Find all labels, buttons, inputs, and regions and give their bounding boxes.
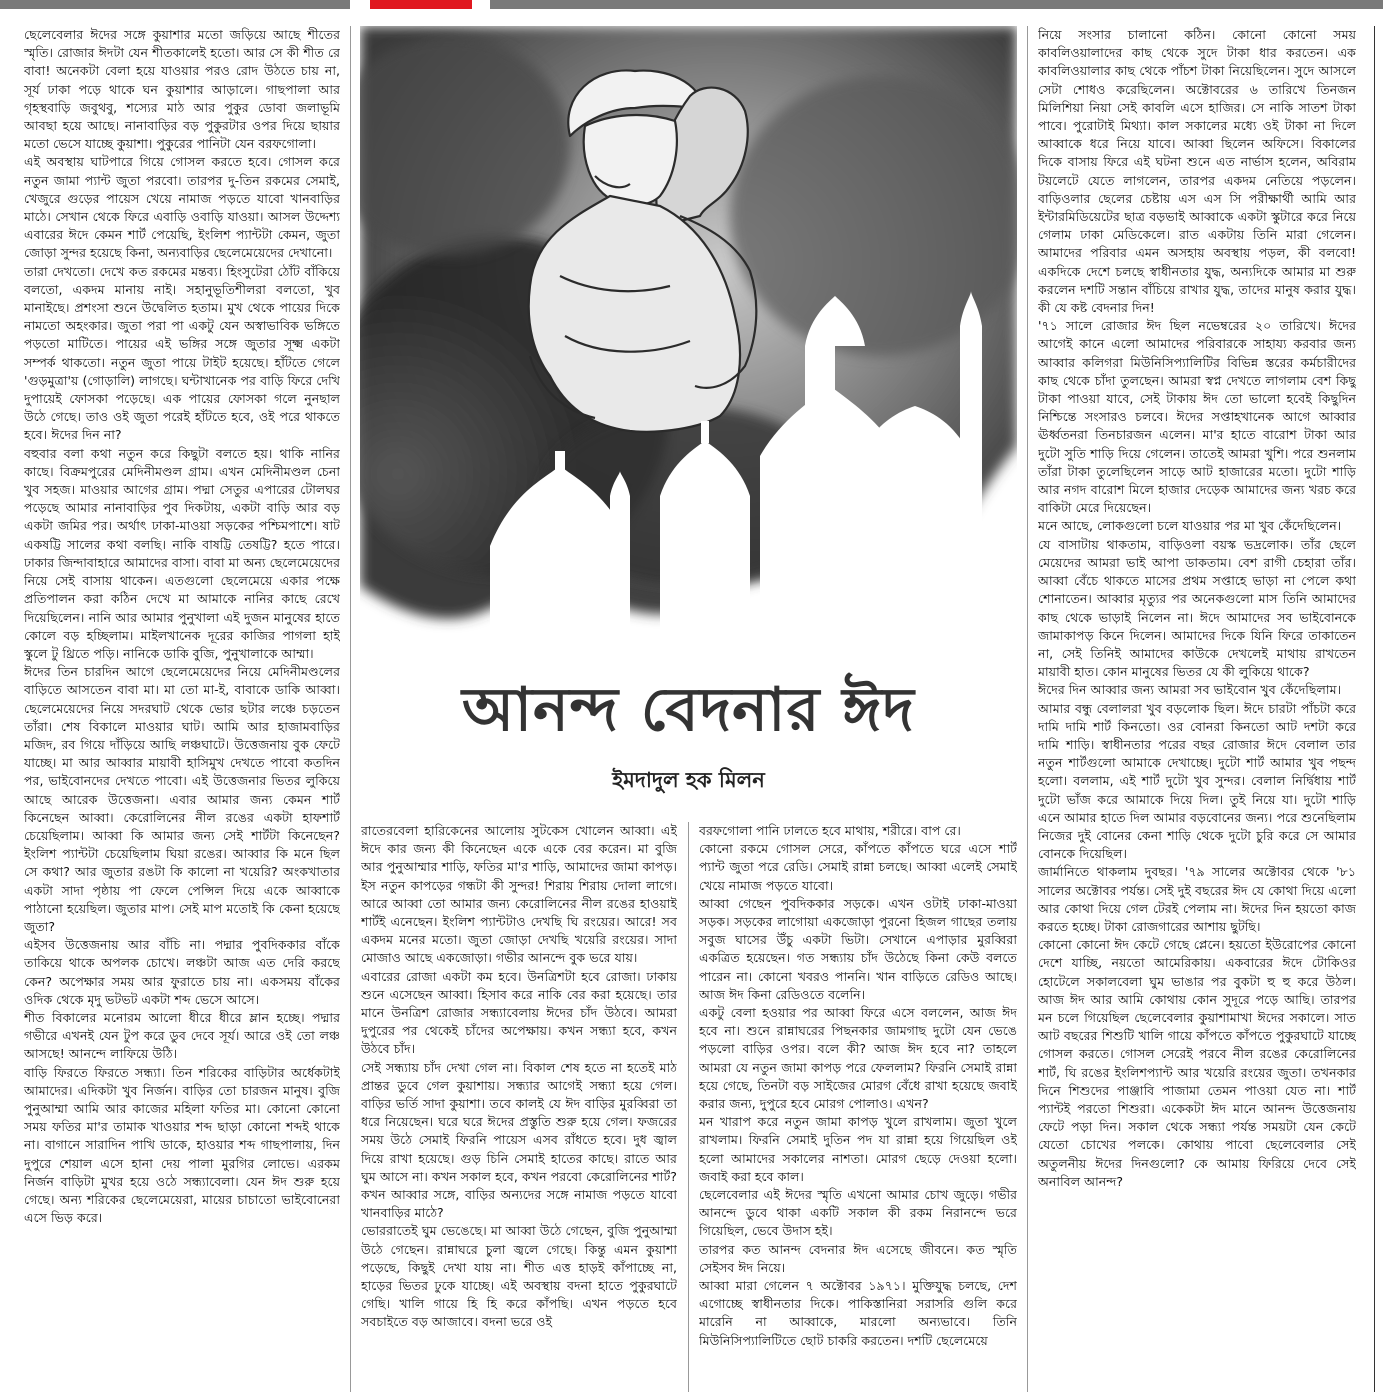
paragraph: আমার বন্ধু বেলালরা খুব বড়লোক ছিল। ঈদে চারটা পাঁচটা করে দামি দামি শার্ট কিনতো। ওর বোনরা কিনতো আট দশটা করে দামি শাড়ি। স্বাধীনতার পরের বছর রোজার ঈদে বেলাল তার নতুন শার্টগুলো আমাকে দেখাচ্ছে। দুটো শার্ট আমার খুব পছন্দ হলো। বললাম, এই শার্ট দুটো খুব সুন্দর। বেলাল নির্দ্বিধায় শার্ট দুটো ভাঁজ করে আমাকে দিয়ে দিল। তুই নিয়ে যা। দুটো শাড়ি এনে আমার হাতে দিল আমার বড়বোনের জন্য। পরে শুনেছিলাম নিজের দুই বোনের কেনা শাড়ি থেকে দুটো চুরি করে সে আমার বোনকে দিয়েছিল। xyxy=(1038,700,1356,862)
paragraph: বরফগোলা পানি ঢালতে হবে মাথায়, শরীরে। বাপ রে। xyxy=(699,823,961,838)
column-divider xyxy=(1027,26,1028,1392)
paragraph: '৭১ সালে রোজার ঈদ ছিল নভেম্বরের ২০ তারিখে। ঈদের আগেই কানে এলো আমাদের পরিবারকে সাহায্য করবার জন্য আব্বার কলিগরা মিউনিসিপ্যালিটির বিভিন্ন স্তরের কর্মচারীদের কাছ থেকে চাঁদা তুলছেন। আমরা স্বপ্ন দেখতে লাগলাম বেশ কিছু টাকা পাওয়া যাবে, সেই টাকায় ঈদ তো ভালো হবেই কিছুদিন নিশ্চিন্তে সংসারও চলবে। ঈদের সপ্তাহখানেক আগে আব্বার ঊর্ধ্বতনরা তিনচারজন এলেন। মা'র হাতে বারোশ টাকা আর দুটো সুতি শাড়ি দিয়ে গেলেন। তাতেই আমরা খুশি। পরে শুনলাম তাঁরা টাকা তুলেছিলেন সাড়ে আট হাজারের মতো। দুটো শাড়ি আর নগদ বারোশ মিলে হাজার দেড়েক আমাদের জন্য খরচ করে বাকিটা মেরে দিয়েছেন। xyxy=(1038,318,1356,516)
paragraph: আব্বা গেছেন পুবদিককার সড়কে। এখন ওটাই ঢাকা-মাওয়া সড়ক। সড়কের লাগোয়া একজোড়া পুরনো হিজল গাছের তলায় সবুজ ঘাসের উঁচু একটা ভিটা। সেখানে এপাড়ার মুরব্বিরা একত্রিত হয়েছেন। গত সন্ধ্যায় চাঁদ উঠেছে কিনা কেউ বলতে পারেন না। কোনো খবরও পাননি। খান বাড়িতে রেডিও আছে। আজ ঈদ কিনা রেডিওতে বলেনি। xyxy=(699,895,1017,1002)
top-bar-left xyxy=(0,0,350,9)
paragraph: যে বাসাটায় থাকতাম, বাড়িওলা বয়স্ক ভদ্রলোক। তাঁর ছেলে মেয়েদের আমরা ভাই আপা ডাকতাম। বেশ রাগী চেহারা তাঁর। আব্বা বেঁচে থাকতে মাসের প্রথম সপ্তাহে ভাড়া না পেলে কথা শোনাতেন। আব্বার মৃত্যুর পর অনেকগুলো মাস তিনি আমাদের কাছ থেকে ভাড়াই নিলেন না। ঈদে আমাদের সব ভাইবোনকে জামাকাপড় কিনে দিলেন। আমাদের দিকে যিনি ফিরে তাকাতেন না, সেই তিনিই আমাদের কাউকে দেখলেই মাথায় রাখতেন মায়াবী হাত। কোন মানুষের ভিতর যে কী লুকিয়ে থাকে? xyxy=(1038,536,1356,680)
paragraph: তারপর কত আনন্দ বেদনার ঈদ এসেছে জীবনে। কত স্মৃতি সেইসব ঈদ নিয়ে। xyxy=(699,1241,1017,1275)
paragraph: তারা দেখতো। দেখে কত রকমের মন্তব্য। হিংসুটেরা ঠোঁট বাঁকিয়ে বলতো, একদম মানায় নাই। সহানুভূতিশীলরা বলতো, খুব মানাইছে। প্রশংসা শুনে উদ্বেলিত হতাম। মুখ থেকে পায়ের দিকে নামতো অহংকার। জুতা পরা পা একটু যেন অস্বাভাবিক ভঙ্গিতে পড়তো মাটিতে। পায়ের এই ভঙ্গির সঙ্গে জুতার সূক্ষ্ম একটা সম্পর্ক থাকতো। নতুন জুতা পায়ে টাইট হয়েছে। হাঁটতে গেলে 'গুড়মুত্রা'য় (গোড়ালি) লাগছে। ঘন্টাখানেক পর বাড়ি ফিরে দেখি দুপায়েই ফোসকা পড়েছে। এক পায়ের ফোসকা গলে নুনছাল উঠে গেছে। তাও ওই জুতা পরেই হাঁটতে হবে, ওই পরে থাকতে হবে। ঈদের দিন না? xyxy=(24,263,340,443)
paragraph: ছেলেবেলার ঈদের সঙ্গে কুয়াশার মতো জড়িয়ে আছে শীতের স্মৃতি। রোজার ঈদটা যেন শীতকালেই হতো। আর সে কী শীত রে বাবা! অনেকটা বেলা হয়ে যাওয়ার পরও রোদ উঠতে চায় না, সূর্য ঢাকা পড়ে থাকে ঘন কুয়াশার আড়ালে। গাছপালা আর গৃহস্থবাড়ি জবুথবু, শস্যের মাঠ আর পুকুর ডোবা জলাভূমি আবছা হয়ে আছে। নানাবাড়ির বড় পুকুরটার ওপর দিয়ে ছায়ার মতো ভেসে যাচ্ছে কুয়াশা। পুকুরের পানিটা যেন বরফগোলা। xyxy=(24,27,340,152)
paragraph: জার্মানিতে থাকলাম দুবছর। '৭৯ সালের অক্টোবর থেকে '৮১ সালের অক্টোবর পর্যন্ত। সেই দুই বছরের ঈদ যে কোথা দিয়ে এলো আর কোথা দিয়ে গেল টেরই পেলাম না। ঈদের দিন হয়তো কাজ করতে হচ্ছে। টাকা রোজগারের আশায় ছুটছি। xyxy=(1038,864,1356,934)
article-author: ইমদাদুল হক মিলন xyxy=(612,768,765,792)
paragraph: শীত বিকালের মনোরম আলো ধীরে ধীরে ম্লান হচ্ছে। পদ্মার গভীরে এখনই যেন টুপ করে ডুব দেবে সূর্য। আরে ওই তো লঞ্চ আসছে! আনন্দে লাফিয়ে উঠি। xyxy=(24,1009,340,1062)
paragraph: আব্বা মারা গেলেন ৭ অক্টোবর ১৯৭১। মুক্তিযুদ্ধ চলছে, দেশ এগোচ্ছে স্বাধীনতার দিকে। পাকিস্তানিরা সরাসরি গুলি করে মারেনি না আব্বাকে, মারলো অন্যভাবে। তিনি মিউনিসিপ্যালিটিতে ছোট চাকরি করতেন। দশটি ছেলেমেয়ে xyxy=(699,1278,1017,1348)
column-divider xyxy=(350,26,351,1392)
article-column-1 xyxy=(24,26,340,1392)
paragraph: নিয়ে সংসার চালানো কঠিন। কোনো কোনো সময় কাবলিওয়ালাদের কাছ থেকে সুদে টাকা ধার করতেন। এক কাবলিওয়ালার কাছ থেকে পাঁচশ টাকা নিয়েছিলেন। সুদে আসলে সেটা শোধও করেছিলেন। অক্টোবরের ৬ তারিখে তিনজন মিলিশিয়া নিয়া সেই কাবলি এসে হাজির। সে নাকি সাতশ টাকা পাবে। পুরোটাই মিথ্যা। কাল সকালের মধ্যে ওই টাকা না দিলে আব্বাকে ধরে নিয়ে যাবে। আব্বা ছিলেন অফিসে। বিকালের দিকে বাসায় ফিরে এই ঘটনা শুনে এত নার্ভাস হলেন, অবিরাম টয়লেটে যেতে লাগলেন, তারপর একদম নেতিয়ে পড়লেন। বাড়িওলার ছেলের চেষ্টায় এস এস সি পরীক্ষার্থী আমি আর ইন্টারমিডিয়েটের ছাত্র বড়ভাই আব্বাকে একটা স্কুটারে করে নিয়ে গেলাম ঢাকা মেডিকেলে। রাত একটায় তিনি মারা গেলেন। আমাদের পরিবার এমন অসহায় অবস্থায় পড়ল, কী বলবো! একদিকে দেশে চলছে স্বাধীনতার যুদ্ধ, অন্যদিকে আমার মা শুরু করলেন দশটি সন্তান বাঁচিয়ে রাখার যুদ্ধ, তাদের মানুষ করার যুদ্ধ। কী যে কষ্ট বেদনার দিন! xyxy=(1038,27,1356,316)
paragraph: রাতেরবেলা হারিকেনের আলোয় সুটকেস খোলেন আব্বা। এই ঈদে কার জন্য কী কিনেছেন একে একে বের করেন। মা বুজি আর পুনুআম্মার শাড়ি, ফতির মা'র শাড়ি, আমাদের জামা কাপড়। ইস নতুন কাপড়ের গন্ধটা কী সুন্দর! শিরায় শিরায় দোলা লাগে। আরে আব্বা তো আমার জন্য কেরোলিনের নীল রঙের হাওয়াই শার্টই এনেছেন। ইংলিশ প্যান্টটাও দেখছি ঘি রংয়ের। আরে! সব একদম মনের মতো। জুতা জোড়া দেখছি খয়েরি রংয়ের। সাদা মোজাও আছে একজোড়া। গভীর আনন্দে বুক ভরে যায়। xyxy=(361,823,677,966)
paragraph: এবারের রোজা একটা কম হবে। উনত্রিশটা হবে রোজা। ঢাকায় শুনে এসেছেন আব্বা। হিসাব করে নাকি বের করা হয়েছে। তার মানে উনত্রিশ রোজার সন্ধ্যাবেলায় ঈদের চাঁদ উঠবে। আমরা দুপুরের পর থেকেই চাঁদের অপেক্ষায়। কখন সন্ধ্যা হবে, কখন উঠবে চাঁদ। xyxy=(361,968,677,1057)
paragraph: এইসব উত্তেজনায় আর বাঁচি না। পদ্মার পুবদিককার বাঁকে তাকিয়ে থাকে অপলক চোখে। লঞ্চটা আজ এত দেরি করছে কেন? অপেক্ষার সময় আর ফুরাতে চায় না। একসময় বাঁকের ওদিক থেকে মৃদু ভটভট একটা শব্দ ভেসে আসে। xyxy=(24,937,340,1007)
article-column-3 xyxy=(699,822,1017,1392)
paragraph: মনে আছে, লোকগুলো চলে যাওয়ার পর মা খুব কেঁদেছিলেন। xyxy=(1038,518,1342,534)
paragraph: এই অবস্থায় ঘাটপারে গিয়ে গোসল করতে হবে। গোসল করে নতুন জামা প্যান্ট জুতা পরবো। তারপর দু-তিন রকমের সেমাই, খেজুরে গুড়ের পায়েস খেয়ে নামাজ পড়তে যাবো খানবাড়ির মাঠে। সেখান থেকে ফিরে এবাড়ি ওবাড়ি যাওয়া। আসল উদ্দেশ্য এবারের ঈদে কেমন শার্ট পেয়েছি, ইংলিশ প্যান্টটা কেমন, জুতা জোড়া সুন্দর হয়েছে কিনা, অন্যবাড়ির ছেলেমেয়েদের দেখানো। xyxy=(24,154,340,261)
paragraph: বহুবার বলা কথা নতুন করে কিছুটা বলতে হয়। থাকি নানির কাছে। বিক্রমপুরের মেদিনীমণ্ডল গ্রাম। এখন মেদিনীমণ্ডল চেনা খুব সহজ। মাওয়ার আগের গ্রাম। পদ্মা সেতুর এপারের টোলঘর পড়েছে আমার নানাবাড়ির পুব দিকটায়, একটা বাড়ি আর বড় একটা জমির পর। অর্থাৎ ঢাকা-মাওয়া সড়কের পশ্চিমপাশে। ষাট একষট্টি সালের কথা বলছি। নাকি বাষট্টি তেষট্টি? হতে পারে। ঢাকার জিন্দাবাহারে আমাদের বাসা। বাবা মা অন্য ছেলেমেয়েদের নিয়ে সেই বাসায় থাকেন। এতগুলো ছেলেমেয়ে একার পক্ষে প্রতিপালন করা কঠিন দেখে মা আমাকে নানির কাছে রেখে দিয়েছিলেন। নানি আর আমার পুনুখালা এই দুজন মানুষের হাতে কোলে বড় হচ্ছিলাম। মাইলখানেক দূরের কাজির পাগলা হাই স্কুলে টু থ্রিতে পড়ি। নানিকে ডাকি বুজি, পুনুখালাকে আম্মা। xyxy=(24,445,340,661)
illustration xyxy=(360,26,1017,636)
paragraph: একটু বেলা হওয়ার পর আব্বা ফিরে এসে বললেন, আজ ঈদ হবে না। শুনে রান্নাঘরের পিছনকার জামগাছ দুটো যেন ভেঙে পড়লো বাড়ির ওপর। বলে কী? আজ ঈদ হবে না? তাহলে আমরা যে নতুন জামা কাপড় পরে ফেললাম? ফিরনি সেমাই রান্না হয়ে গেছে, তিনটা বড় সাইজের মোরগ বেঁধে রাখা হয়েছে জবাই করার জন্য, দুপুরে হবে মোরগ পোলাও। এখন? xyxy=(699,1005,1017,1112)
paragraph: কোনো রকমে গোসল সেরে, কাঁপতে কাঁপতে ঘরে এসে শার্ট প্যান্ট জুতা পরে রেডি। সেমাই রান্না চলছে। আব্বা এলেই সেমাই খেয়ে নামাজ পড়তে যাবো। xyxy=(699,841,1017,893)
paragraph: ছেলেবেলার এই ঈদের স্মৃতি এখনো আমার চোখ জুড়ে। গভীর আনন্দে ডুবে থাকা একটি সকাল কী রকম নিরানন্দে ভরে গিয়েছিল, ভেবে উদাস হই। xyxy=(699,1187,1017,1239)
article-column-4 xyxy=(1038,26,1356,1392)
top-bar-accent xyxy=(370,0,472,9)
paragraph: ভোররাতেই ঘুম ভেঙেছে। মা আব্বা উঠে গেছেন, বুজি পুনুআম্মা উঠে গেছেন। রান্নাঘরে চুলা জ্বলে গেছে। কিন্তু এমন কুয়াশা পড়েছে, কিছুই দেখা যায় না। শীত এত্ত হাড়ই কাঁপাচ্ছে না, হাড়ের ভিতর ঢুকে যাচ্ছে। এই অবস্থায় বদনা হাতে পুকুরঘাটে গেছি। খালি গায়ে হি হি করে কাঁপছি। এখন পড়তে হবে সবচাইতে বড় আজাবে। বদনা ভরে ওই xyxy=(361,1223,677,1330)
page-edge-rule xyxy=(1374,26,1375,1392)
paragraph: সেই সন্ধ্যায় চাঁদ দেখা গেল না। বিকাল শেষ হতে না হতেই মাঠ প্রান্তর ডুবে গেল কুয়াশায়। সন্ধ্যার আগেই সন্ধ্যা হয়ে গেল। বাড়ির ভর্তি সাদা কুয়াশা। তবে কালই যে ঈদ বাড়ির মুরব্বিরা তা ধরে নিয়েছেন। ঘরে ঘরে ঈদের প্রস্তুতি শুরু হয়ে গেল। ফজরের সময় উঠে সেমাই ফিরনি পায়েস এসব রাঁধতে হবে। দুধ জ্বাল দিয়ে রাখা হয়েছে। গুড় চিনি সেমাই হাতের কাছে। রাতে আর ঘুম আসে না। কখন সকাল হবে, কখন পরবো কেরোলিনের শার্ট? কখন আব্বার সঙ্গে, বাড়ির অন্যদের সঙ্গে নামাজ পড়তে যাবো খানবাড়ির মাঠে? xyxy=(361,1059,677,1221)
column-divider xyxy=(688,822,689,1392)
top-bar-right xyxy=(490,0,1383,9)
paragraph: মন খারাপ করে নতুন জামা কাপড় খুলে রাখলাম। জুতা খুলে রাখলাম। ফিরনি সেমাই দুতিন পদ যা রান্না হয়ে গিয়েছিল ওই হলো আমাদের সকালের নাশতা। মোরগ ছেড়ে দেওয়া হলো। জবাই করা হবে কাল। xyxy=(699,1114,1017,1184)
article-title: আনন্দ বেদনার ঈদ xyxy=(462,675,915,745)
paragraph: ঈদের দিন আব্বার জন্য আমরা সব ভাইবোন খুব কেঁদেছিলাম। xyxy=(1038,682,1342,698)
paragraph: ঈদের তিন চারদিন আগে ছেলেমেয়েদের নিয়ে মেদিনীমণ্ডলের বাড়িতে আসতেন বাবা মা। মা তো মা-ই, বাবাকে ডাকি আব্বা। ছেলেমেয়েদের নিয়ে সদরঘাট থেকে ভোর ছটার লঞ্চে চড়তেন তাঁরা। শেষ বিকালে মাওয়ার ঘাট। আমি আর হাজামবাড়ির মজিদ, রব গিয়ে দাঁড়িয়ে আছি লঞ্চঘাটে। উত্তেজনায় বুক ফেটে যাচ্ছে। মা আর আব্বার মায়াবী হাসিমুখ দেখতে পাবো কতদিন পর, ভাইবোনদের দেখতে পাবো। এই উত্তেজনার ভিতর লুকিয়ে আছে আরেক উত্তেজনা। এবার আমার জন্য কেমন শার্ট কিনেছেন আব্বা। কেরোলিনের নীল রঙের একটা হাফশার্ট চেয়েছিলাম। আব্বা কি আমার জন্য সেই শার্টটা কিনেছেন? ইংলিশ প্যান্টটা চেয়েছিলাম ঘিয়া রঙের। আব্বার কি মনে ছিল সে কথা? আর জুতার রঙটা কি কালো না খয়েরি? অংকখাতার একটা সাদা পৃষ্ঠায় পা ফেলে পেন্সিল দিয়ে একে আব্বাকে পাঠানো হয়েছিল। জুতার মাপ। সেই মাপ মতোই কি কেনা হয়েছে জুতা? xyxy=(24,664,340,934)
paragraph: কোনো কোনো ঈদ কেটে গেছে প্লেনে। হয়তো ইউরোপের কোনো দেশে যাচ্ছি, নয়তো আমেরিকায়। একবারের ঈদে টোকিওর হোটেলে সকালবেলা ঘুম ভাঙার পর বুকটা হু হু করে উঠল। আজ ঈদ আর আমি কোথায় কোন সুদূরে পড়ে আছি। তারপর মন চলে গিয়েছিল ছেলেবেলার কুয়াশামাখা ঈদের সকালে। সাত আট বছরের শিশুটি খালি গায়ে কাঁপতে কাঁপতে পুকুরঘাটে যাচ্ছে গোসল করতে। গোসল সেরেই পরবে নীল রঙের কেরোলিনের শার্ট, ঘি রঙের ইংলিশপ্যান্ট আর খয়েরি রংয়ের জুতা। তখনকার দিনে শিশুদের পাঞ্জাবি পাজামা তেমন পাওয়া যেত না। শার্ট প্যান্টই পরতো শিশুরা। একেকটা ঈদ মানে আনন্দ উত্তেজনায় ফেটে পড়া দিন। সকাল থেকে সন্ধ্যা পর্যন্ত সময়টা যেন কেটে যেতো চোখের পলকে। কোথায় পাবো ছেলেবেলার সেই অতুলনীয় ঈদের দিনগুলো? কে আমায় ফিরিয়ে দেবে সেই অনাবিল আনন্দ? xyxy=(1038,937,1356,1189)
article-column-2 xyxy=(361,822,677,1392)
paragraph: বাড়ি ফিরতে ফিরতে সন্ধ্যা। তিন শরিকের বাড়িটার অর্ধেকটাই আমাদের। এদিকটা খুব নির্জন। বাড়ির তো চারজন মানুষ। বুজি পুনুআম্মা আমি আর কাজের মহিলা ফতির মা। কোনো কোনো সময় ফতির মা'র তামাক খাওয়ার শব্দ ছাড়া কোনো শব্দই থাকে না। বাগানে সারাদিন পাখি ডাকে, হাওয়ার শব্দ গাছপালায়, দিন দুপুরে শেয়াল এসে হানা দেয় পালা মুরগির লোভে। এরকম নির্জন বাড়িটা মুখর হয়ে ওঠে সন্ধ্যাবেলা। যেন ঈদ শুরু হয়ে গেছে। অন্য শরিকের ছেলেমেয়েরা, মায়ের চাচাতো ভাইবোনেরা এসে ভিড় করে। xyxy=(24,1064,340,1226)
